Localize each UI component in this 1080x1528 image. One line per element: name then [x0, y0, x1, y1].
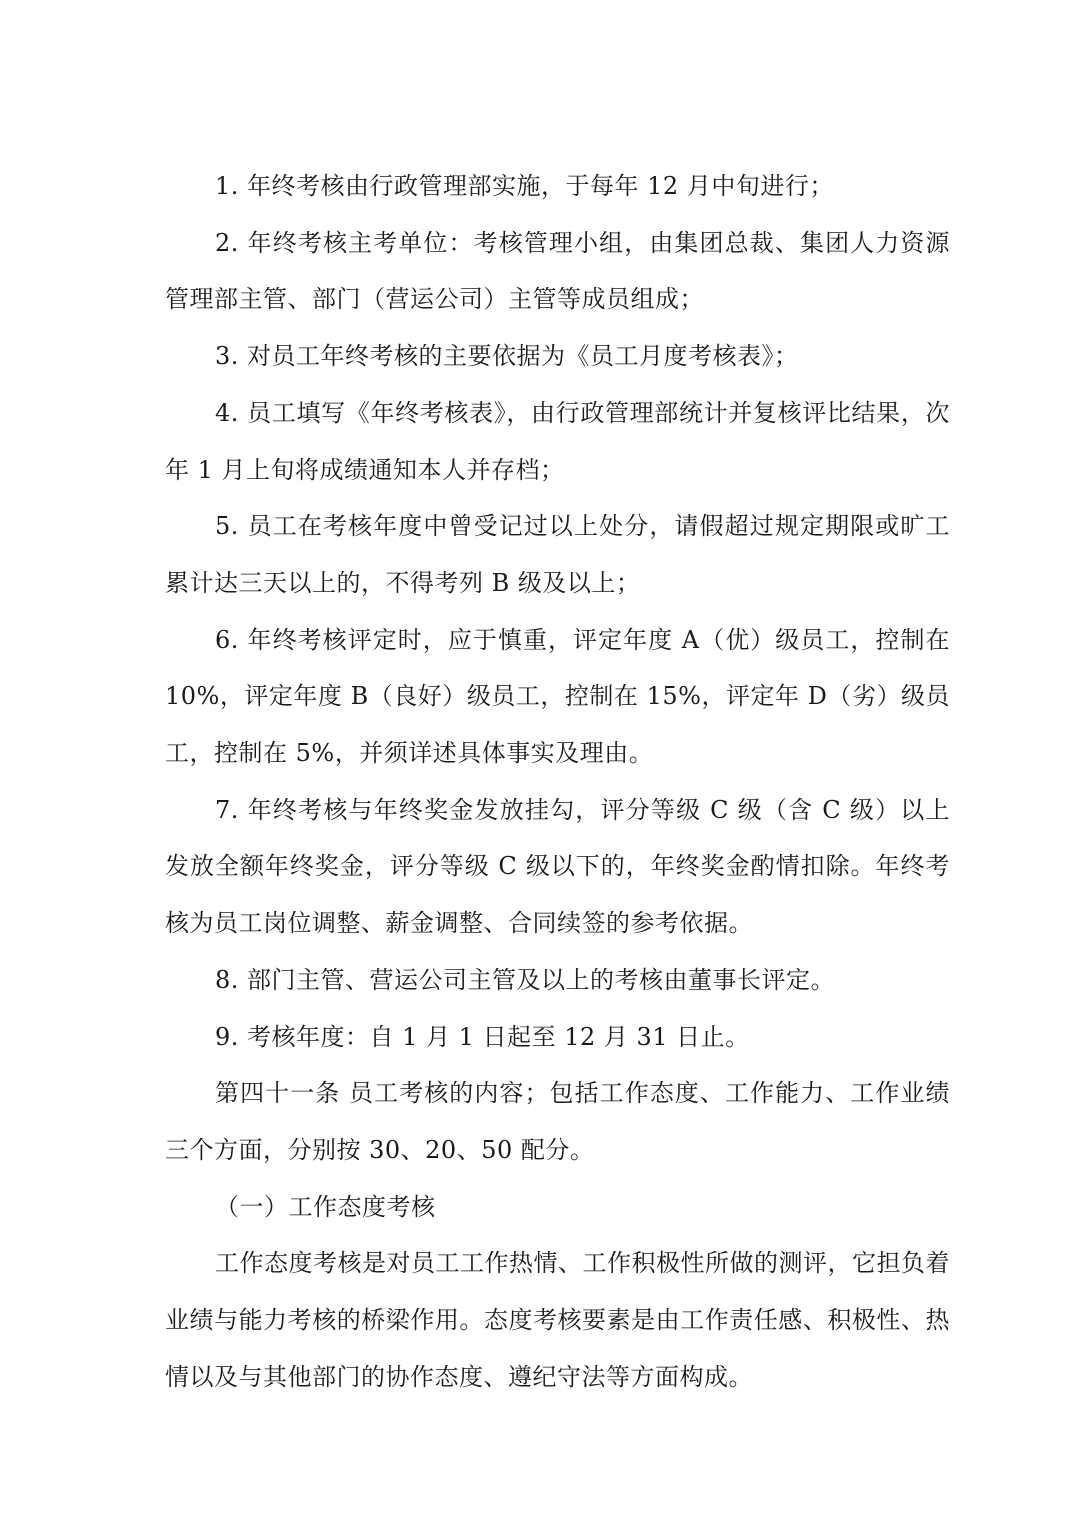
paragraph-item-4: 4. 员工填写《年终考核表》，由行政管理部统计并复核评比结果，次年 1 月上旬将成绩通知本人并存档；: [165, 398, 950, 484]
paragraph-item-2: 2. 年终考核主考单位：考核管理小组，由集团总裁、集团人力资源管理部主管、部门（营运公司）主管等成员组成；: [165, 228, 950, 314]
paragraph-item-6: 6. 年终考核评定时，应于慎重，评定年度 A（优）级员工，控制在 10%，评定年度 B（良好）级员工，控制在 15%，评定年 D（劣）级员工，控制在 5%，并须详述具体事实及理由。: [165, 625, 950, 768]
section-heading-work-attitude: （一）工作态度考核: [215, 1192, 436, 1221]
paragraph-item-3: 3. 对员工年终考核的主要依据为《员工月度考核表》；: [215, 342, 799, 371]
work-attitude-paragraph: 工作态度考核是对员工工作热情、工作积极性所做的测评，它担负着业绩与能力考核的桥梁作用。态度考核要素是由工作责任感、积极性、热情以及与其他部门的协作态度、遵纪守法等方面构成。: [165, 1249, 950, 1391]
article-41-paragraph: 第四十一条 员工考核的内容；包括工作态度、工作能力、工作业绩三个方面，分别按 30、20、50 配分。: [165, 1079, 950, 1164]
paragraph-item-5: 5. 员工在考核年度中曾受记过以上处分，请假超过规定期限或旷工累计达三天以上的，不得考列 B 级及以上；: [165, 512, 950, 597]
paragraph-item-8: 8. 部门主管、营运公司主管及以上的考核由董事长评定。: [215, 965, 836, 994]
paragraph-item-9: 9. 考核年度：自 1 月 1 日起至 12 月 31 日止。: [215, 1022, 750, 1051]
paragraph-item-1: 1. 年终考核由行政管理部实施，于每年 12 月中旬进行；: [215, 172, 834, 200]
paragraph-item-7: 7. 年终考核与年终奖金发放挂勾，评分等级 C 级（含 C 级）以上发放全额年终奖金，评分等级 C 级以下的，年终奖金酌情扣除。年终考核为员工岗位调整、薪金调整、合同续签的参考依据。: [165, 795, 950, 938]
document-body: [165, 158, 950, 1405]
